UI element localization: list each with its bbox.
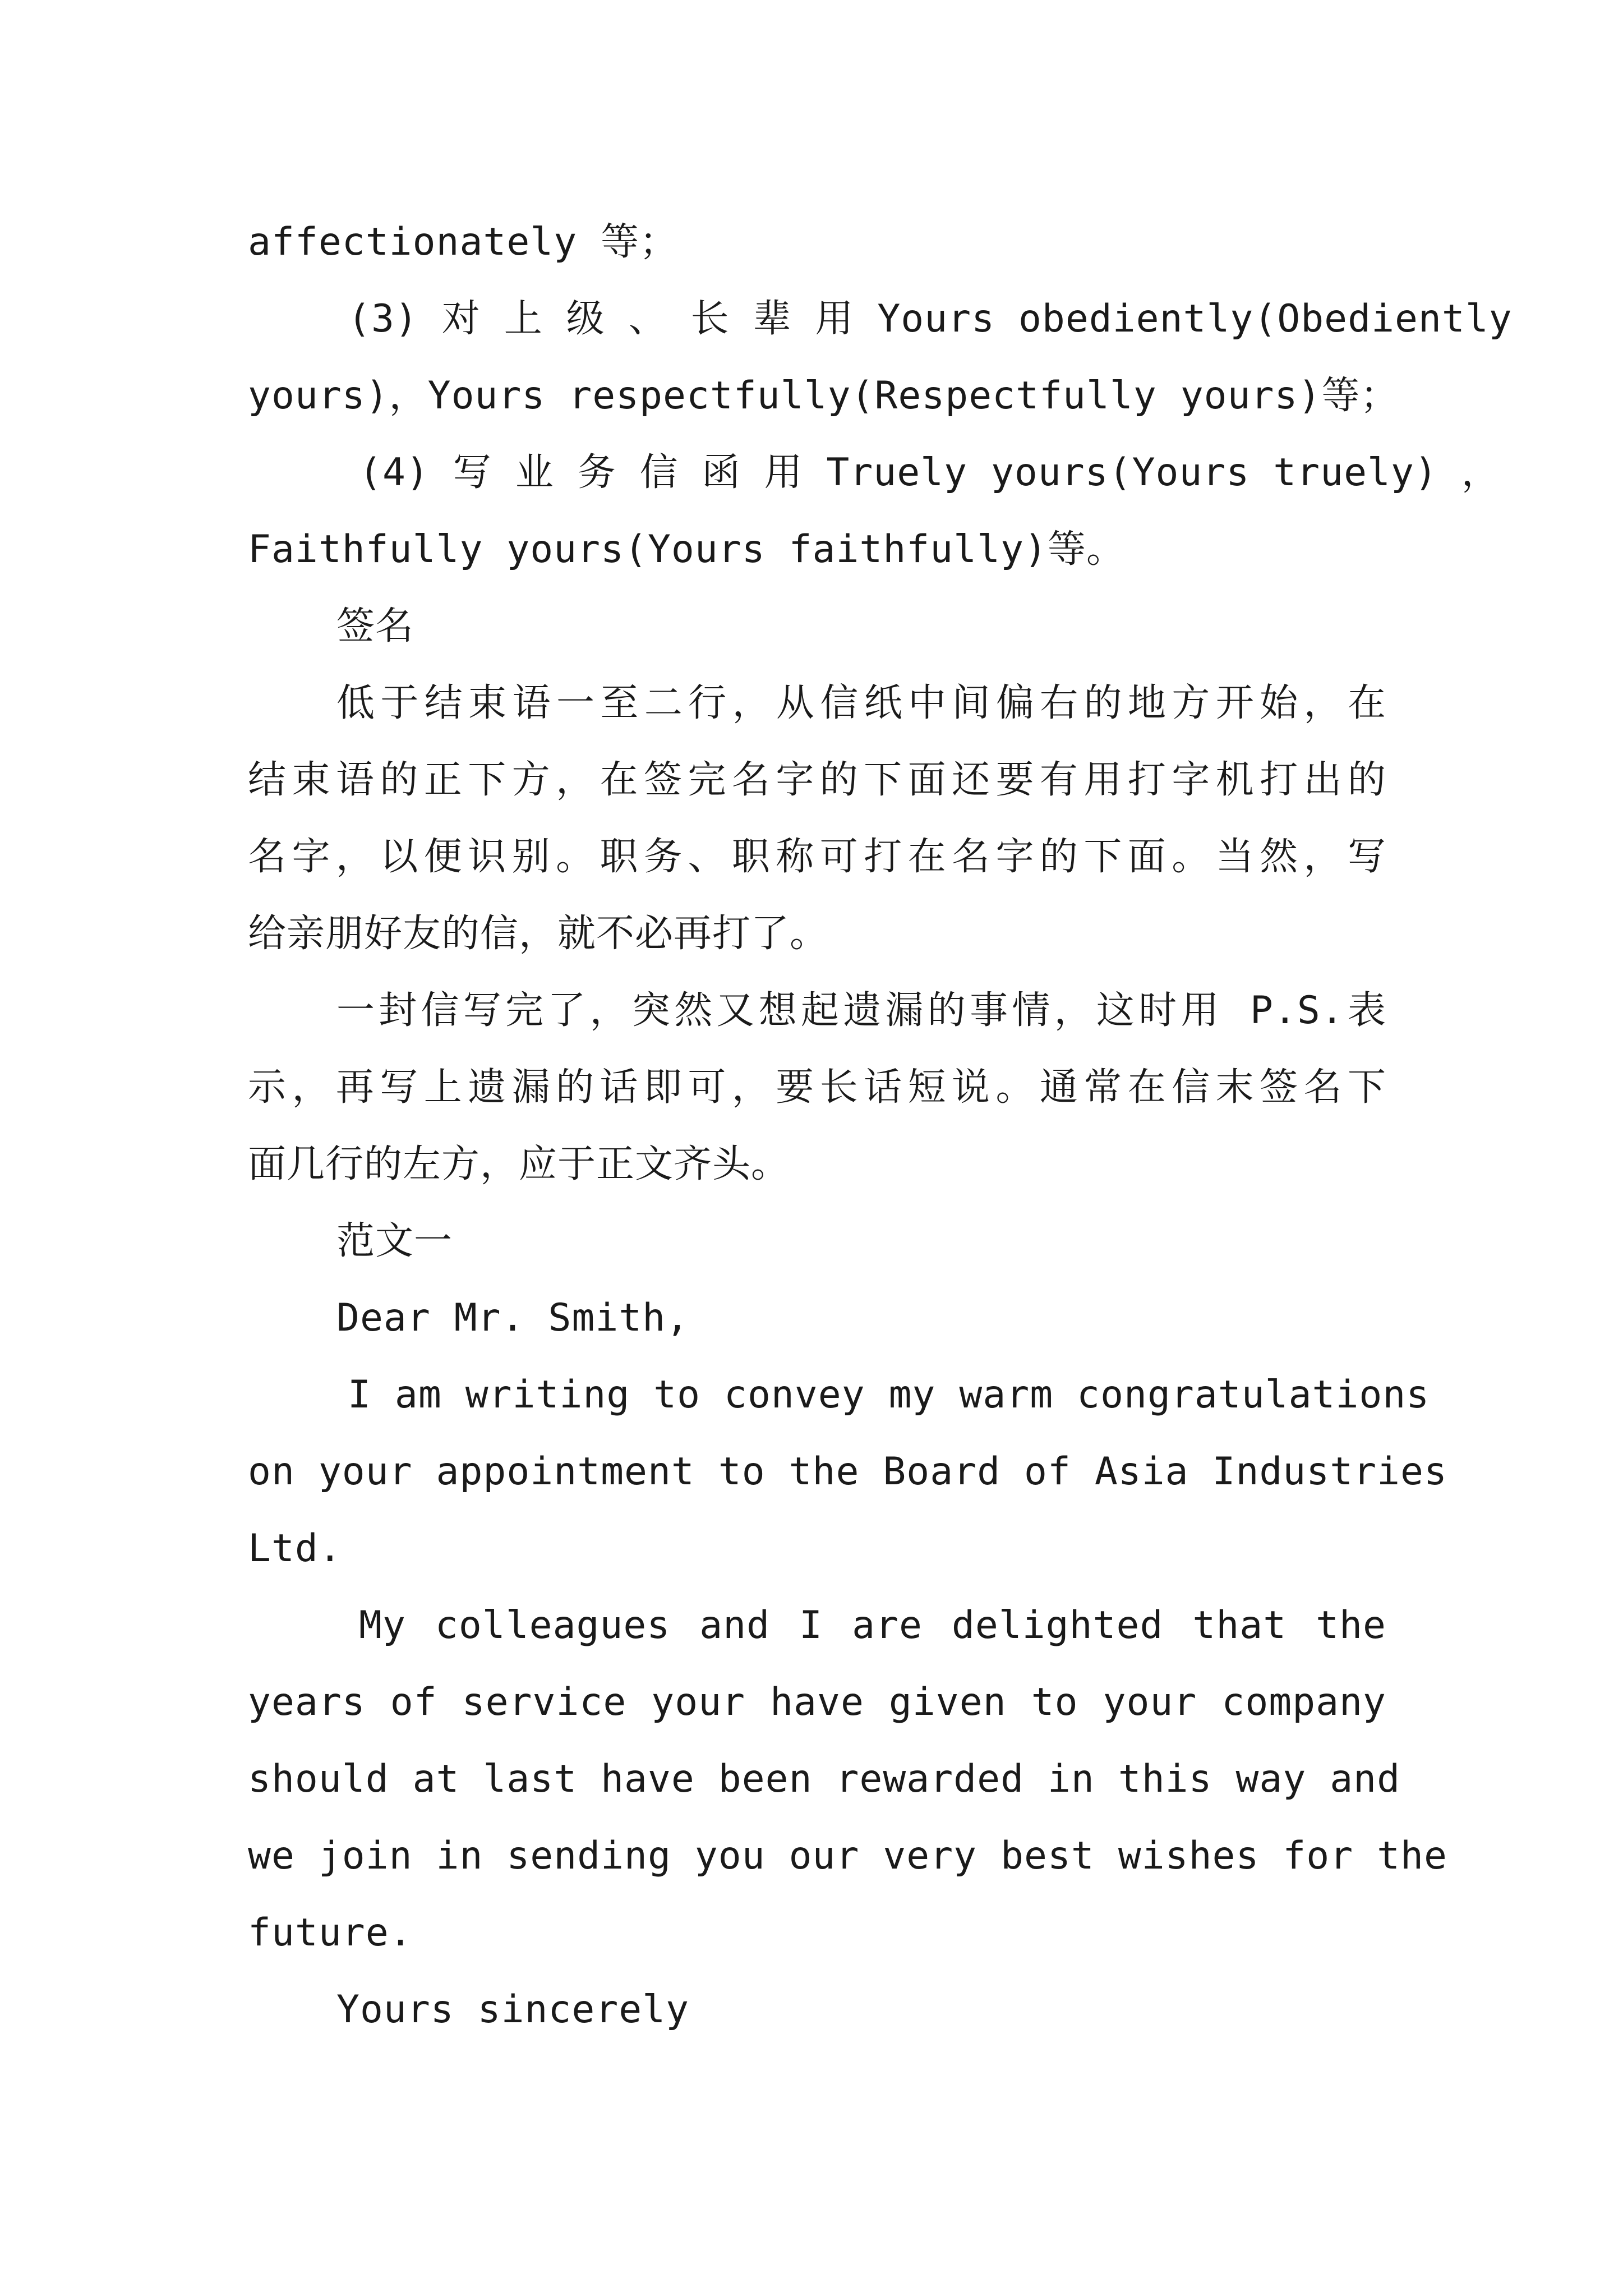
text-line: future. xyxy=(248,1911,413,1955)
text-line: should at last have been rewarded in this way and xyxy=(248,1757,1401,1801)
letter-closing: Yours sincerely xyxy=(336,1987,690,2032)
text-line: on your appointment to the Board of Asia Industries xyxy=(248,1450,1447,1494)
text-line: yours)，Yours respectfully(Respectfully yours)等； xyxy=(248,374,1399,418)
text-line: 名字，以便识别。职务、职称可打在名字的下面。当然，写 xyxy=(248,835,1386,879)
text-line: My colleagues and I are delighted that the xyxy=(359,1603,1386,1648)
text-line: 低于结束语一至二行，从信纸中间偏右的地方开始，在 xyxy=(336,681,1386,725)
text-line: 面几行的左方，应于正文齐头。 xyxy=(248,1142,790,1186)
text-line: I am writing to convey my warm congratulations xyxy=(348,1373,1430,1417)
text-line: affectionately 等； xyxy=(248,220,679,264)
text-line: Faithfully yours(Yours faithfully)等。 xyxy=(248,527,1125,572)
text-line: years of service your have given to your company xyxy=(248,1680,1386,1724)
text-line: 一封信写完了，突然又想起遗漏的事情，这时用 P.S.表 xyxy=(336,988,1386,1033)
text-line: 示，再写上遗漏的话即可，要长话短说。通常在信末签名下 xyxy=(248,1065,1386,1110)
text-line: Ltd. xyxy=(248,1526,342,1571)
text-line: (4) 写 业 务 信 函 用 Truely yours(Yours truely) ， xyxy=(359,450,1500,495)
text-line: (3) 对 上 级 、 长 辈 用 Yours obediently(Obediently xyxy=(348,297,1513,341)
section-heading: 范文一 xyxy=(336,1219,453,1263)
text-line: we join in sending you our very best wishes for the xyxy=(248,1834,1447,1878)
text-line: 给亲朋好友的信，就不必再打了。 xyxy=(248,912,829,956)
section-heading: 签名 xyxy=(336,604,414,648)
text-line: 结束语的正下方，在签完名字的下面还要有用打字机打出的 xyxy=(248,758,1386,802)
letter-salutation: Dear Mr. Smith, xyxy=(336,1296,690,1340)
